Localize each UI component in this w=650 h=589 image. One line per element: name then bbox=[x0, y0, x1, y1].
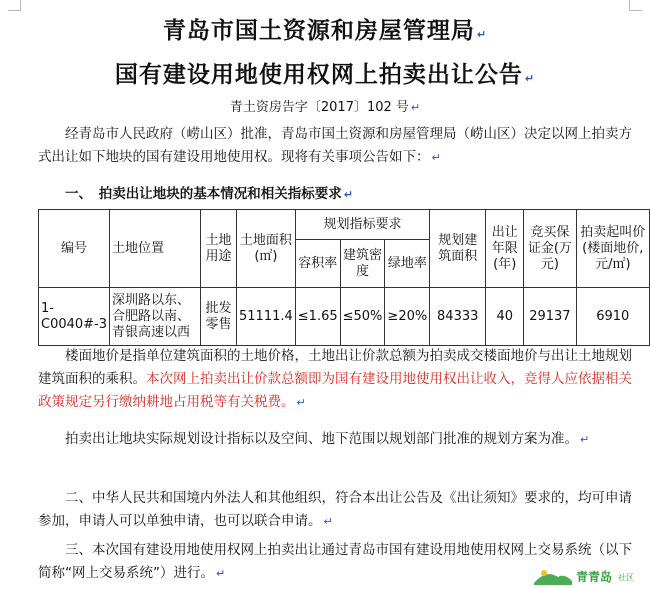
watermark-brand: 青青岛 bbox=[576, 570, 613, 584]
col-header-term: 出让年限(年) bbox=[486, 210, 524, 288]
cell-start-price: 6910 bbox=[576, 288, 649, 346]
col-header-density: 建筑密度 bbox=[340, 240, 385, 288]
qingqingdao-watermark-logo bbox=[532, 565, 644, 587]
cell-deposit: 29137 bbox=[524, 288, 576, 346]
planning-paragraph: 拍卖出让地块实际规划设计指标以及空间、地下范围以规划部门批准的规划方案为准。 ↵ bbox=[65, 431, 590, 447]
section2-paragraph: 二、中华人民共和国境内外法人和其他组织，符合本出让公告及《出让须知》要求的，均可申请参加，申请人可以单独申请，也可以联合申请。 ↵ bbox=[38, 490, 632, 529]
cell-area: 51111.4 bbox=[237, 288, 296, 346]
title-line-2: 国有建设用地使用权网上拍卖出让公告 ↵ bbox=[114, 62, 536, 88]
cell-number: 1-C0040#-3 bbox=[39, 288, 110, 346]
section3-paragraph: 三、本次国有建设用地使用权网上拍卖出让通过青岛市国有建设用地使用权网上交易系统（以下简称“网上交易系统”）进行。 ↵ bbox=[38, 542, 632, 581]
hill-icon bbox=[534, 574, 572, 585]
section1-heading: 一、 拍卖出让地块的基本情况和相关指标要求 ↵ bbox=[65, 186, 353, 202]
paragraph-mark-icon: ↵ bbox=[431, 151, 441, 164]
paragraph-mark-icon: ↵ bbox=[323, 515, 333, 528]
paragraph-mark-icon: ↵ bbox=[216, 567, 226, 580]
cell-gfa: 84333 bbox=[430, 288, 486, 346]
title-line-1: 青岛市国土资源和房屋管理局 ↵ bbox=[162, 18, 488, 44]
floor-price-paragraph: 楼面地价是指单位建筑面积的土地价格，土地出让价款总额为拍卖成交楼面地价与出让土地规划建筑面积的乘积。本次网上拍卖出让价款总额即为国有建设用地使用权出让收入，竞得人应依据相关政策规定另行缴纳耕地占用税等有关税费。 ↵ bbox=[38, 348, 632, 410]
red-tax-note: 本次网上拍卖出让价款总额即为国有建设用地使用权出让收入，竞得人应依据相关政策规定另行缴纳耕地占用税等有关税费。 bbox=[38, 371, 632, 410]
col-header-location: 土地位置 bbox=[110, 210, 201, 288]
cell-green: ≥20% bbox=[385, 288, 430, 346]
paragraph-mark-icon: ↵ bbox=[476, 28, 488, 41]
doc-number: 青土资房告字〔2017〕102 号 ↵ bbox=[229, 100, 421, 115]
col-header-deposit: 竞买保证金(万元) bbox=[524, 210, 576, 288]
col-header-number: 编号 bbox=[39, 210, 110, 288]
paragraph-mark-icon: ↵ bbox=[343, 188, 353, 201]
page-corner-top-left bbox=[8, 0, 21, 11]
cell-term: 40 bbox=[486, 288, 524, 346]
land-parcel-table bbox=[38, 209, 650, 346]
page-corner-top-right bbox=[629, 0, 642, 11]
paragraph-mark-icon: ↵ bbox=[524, 72, 536, 85]
col-header-start-price: 拍卖起叫价(楼面地价,元/㎡) bbox=[576, 210, 649, 288]
table-row bbox=[39, 288, 650, 346]
cell-density: ≤50% bbox=[340, 288, 385, 346]
sun-icon bbox=[541, 570, 547, 576]
paragraph-mark-icon: ↵ bbox=[580, 433, 590, 446]
cell-use: 批发零售 bbox=[200, 288, 236, 346]
col-header-far: 容积率 bbox=[295, 240, 340, 288]
col-header-green: 绿地率 bbox=[385, 240, 430, 288]
col-header-area: 土地面积(㎡) bbox=[237, 210, 296, 288]
col-header-use: 土地用途 bbox=[200, 210, 236, 288]
col-header-gfa: 规划建筑面积 bbox=[430, 210, 486, 288]
paragraph-mark-icon: ↵ bbox=[296, 396, 306, 409]
cell-far: ≤1.65 bbox=[295, 288, 340, 346]
watermark-sub: 社区 bbox=[618, 573, 634, 582]
paragraph-mark-icon: ↵ bbox=[410, 101, 421, 114]
intro-paragraph: 经青岛市人民政府（崂山区）批准，青岛市国土资源和房屋管理局（崂山区）决定以网上拍卖方式出让如下地块的国有建设用地使用权。现将有关事项公告如下： ↵ bbox=[38, 126, 632, 165]
cell-location: 深圳路以东、合肥路以南、青银高速以西 bbox=[110, 288, 201, 346]
col-header-planning-group: 规划指标要求 bbox=[295, 210, 429, 240]
